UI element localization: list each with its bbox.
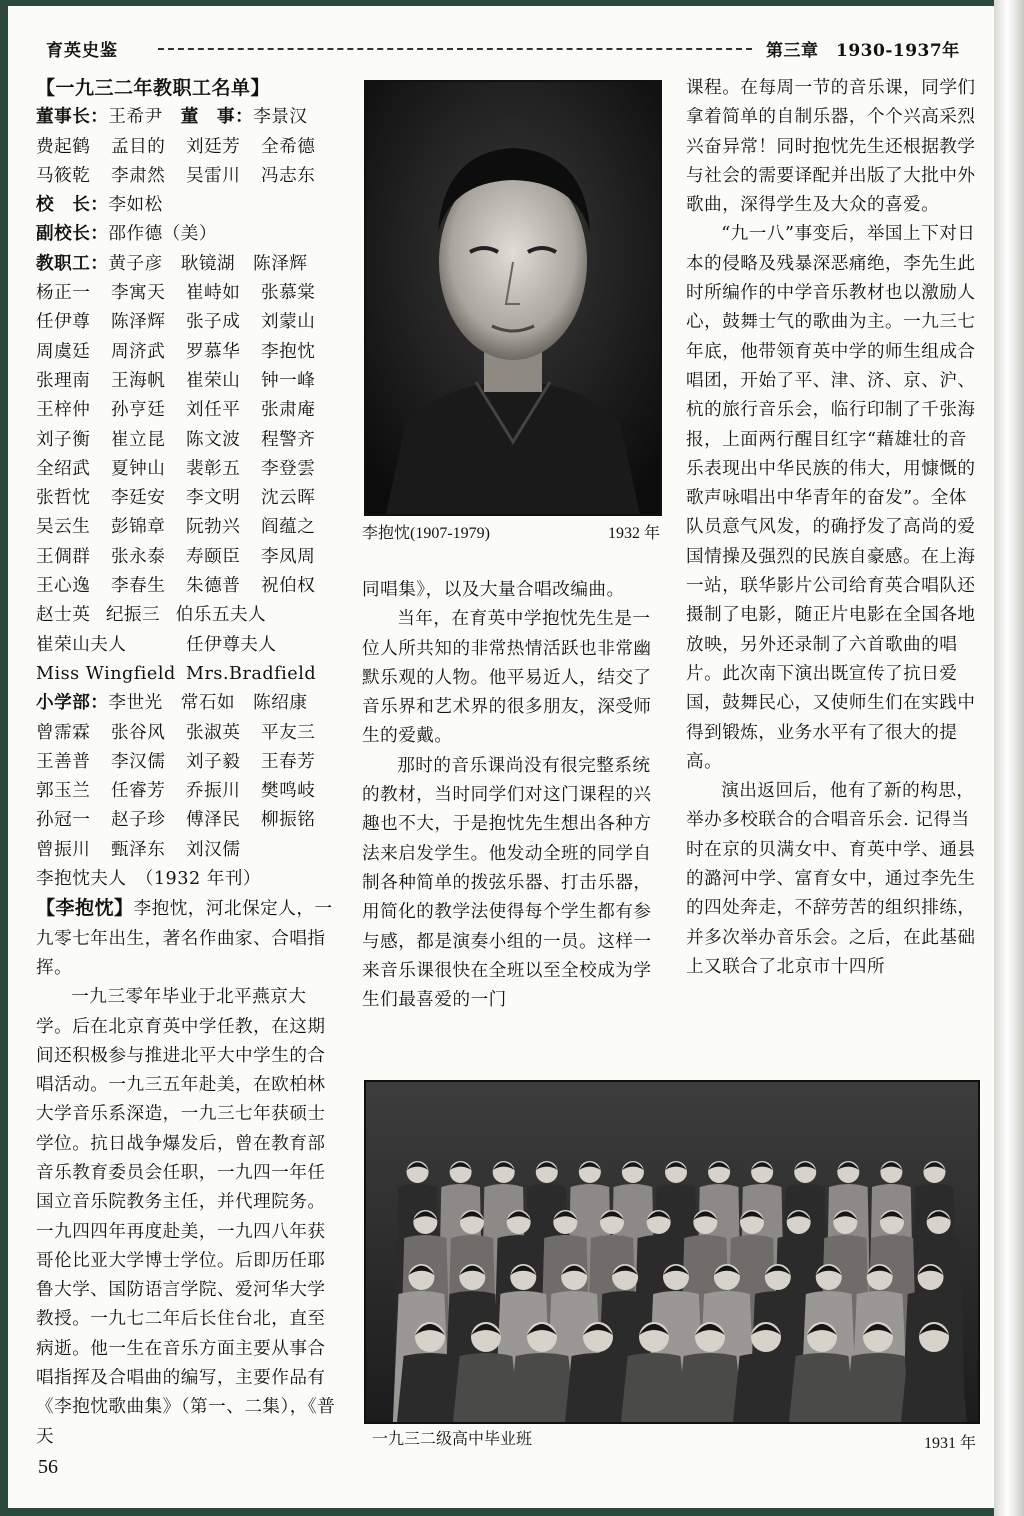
person-name: 费起鹤 [36, 136, 91, 157]
bio-paragraph: 一九三零年毕业于北平燕京大学。后在北京育英中学任教，在这期间还积极参与推进北平大中学生的合唱活动。一九三五年赴美，在欧柏林大学音乐系深造，一九三七年获硕士学位。抗日战争爆发后，曾在教育部音乐教育委员会任职，一九四一年任国立音乐院教务主任，并代理院务。一九四四年再度赴美，一九四八年获哥伦比亚大学博士学位。后即历任耶鲁大学、国防语言学院、爱河华大学教授。一九七二年后长住台北，直至病逝。他一生在音乐方面主要从事合唱指挥及合唱曲的编写，主要作品有《李抱忱歌曲集》（第一、二集），《普天 [36, 987, 336, 1447]
person-name: 赵子珍 [111, 810, 166, 831]
person-name: 孙亨廷 [111, 400, 166, 421]
staff-first-line: 教职工：黄子彦 耿镜湖 陈泽辉 [36, 253, 308, 274]
person-name: 樊鸣岐 [261, 781, 316, 802]
portrait-caption [362, 520, 660, 543]
person-name: 曾振川 [36, 839, 91, 860]
primary-first-line: 小学部：李世光 常石如 陈绍康 [36, 693, 308, 714]
person-figure [789, 1353, 855, 1422]
person-name: 周虞廷 [36, 341, 91, 362]
person-name: Mrs.Bradfield [186, 663, 317, 684]
person-name: 张慕棠 [261, 283, 316, 304]
primary-school-list [36, 719, 336, 865]
person-name: 任睿芳 [111, 781, 166, 802]
person-name: 王善普 [36, 751, 91, 772]
person-name: 冯志东 [261, 165, 316, 186]
person-name: 寿颐臣 [186, 546, 241, 567]
column-middle [362, 576, 662, 1015]
bio-paragraph: “九一八”事变后，举国上下对日本的侵略及残暴深恶痛绝，李先生此时所编作的中学音乐教材也以激励人心，鼓舞士气的歌曲为主。一九三七年底，他带领育英中学的师生组成合唱团，开始了平、津、济、京、沪、杭的旅行音乐会，临行印制了千张海报，上面两行醒目红字“藉雄壮的音乐表现出中华民族的伟大，用慷慨的歌声咏唱出中华青年的奋发”。全体队员意气风发，的确抒发了高尚的爱国情操及强烈的民族自豪感。在上海一站，联华影片公司给育英合唱队还摄制了电影，随正片电影在全国各地放映，另外还录制了六首歌曲的唱片。此次南下演出既宣传了抗日爱国，鼓舞民心，又使师生们在实践中得到锻炼，业务水平有了很大的提高。 [686, 224, 976, 772]
portrait-caption-name: 李抱忱(1907-1979) [362, 525, 490, 542]
person-name: 李寓天 [111, 283, 166, 304]
person-figure [845, 1353, 911, 1422]
person-name: 张哲忱 [36, 488, 91, 509]
person-name: 夏钟山 [111, 458, 166, 479]
person-name: 崔立昆 [111, 429, 166, 450]
directors-list [36, 133, 336, 192]
bio-paragraph: 那时的音乐课尚没有很完整系统的教材，当时同学们对这门课程的兴趣也不大，于是抱忱先生想出各种方法来启发学生。他发动全班的同学自制各种简单的拨弦乐器、打击乐器，用简化的教学法使得每个学生都有参与感，都是演奏小组的一员。这样一来音乐课很快在全班以至全校成为学生们最喜爱的一门 [362, 755, 652, 1011]
person-name: 张永泰 [111, 546, 166, 567]
class-photo-image [366, 1082, 978, 1422]
person-name: 周济武 [111, 341, 166, 362]
person-figure [677, 1353, 743, 1422]
person-name: 崔荣山夫人 [36, 634, 127, 655]
person-name: 阎蕴之 [261, 517, 316, 538]
person-name: 李凤周 [261, 546, 316, 567]
person-name: 刘廷芳 [186, 136, 241, 157]
bio-paragraph: 当年，在育英中学抱忱先生是一位人所共知的非常热情活跃也非常幽默乐观的人物。他平易近人，结交了音乐界和艺术界的很多朋友，深受师生的爱戴。 [362, 609, 652, 747]
person-name: 刘子毅 [186, 751, 241, 772]
person-name: 张谷风 [111, 722, 166, 743]
person-name: 郭玉兰 [36, 781, 91, 802]
person-name: 刘任平 [186, 400, 241, 421]
staff-row [36, 338, 336, 367]
staff-pairs [36, 631, 336, 690]
person-name: 全希德 [261, 136, 316, 157]
person-name: 全绍武 [36, 458, 91, 479]
portrait-image [366, 82, 660, 514]
column-left [36, 74, 336, 1452]
person-figure [621, 1353, 687, 1422]
primary-row [36, 719, 336, 748]
person-figure [397, 1353, 463, 1422]
primary-row [36, 806, 336, 835]
staff-pair-row [36, 631, 336, 660]
class-photo [364, 1080, 980, 1424]
person-name: 刘汉儒 [186, 839, 241, 860]
person-name [266, 601, 336, 630]
person-figure [453, 1353, 519, 1422]
person-name: 张子成 [186, 312, 241, 333]
person-name: 李汉儒 [111, 751, 166, 772]
person-name: 纪振三 [105, 605, 161, 626]
primary-row [36, 748, 336, 777]
person-name: 朱德普 [186, 576, 241, 597]
staff-pair-row [36, 660, 336, 689]
person-name: 崔峙如 [186, 283, 241, 304]
person-name: 阮勃兴 [186, 517, 241, 538]
person-figure [733, 1353, 799, 1422]
staff-row [36, 572, 336, 601]
staff-row [36, 426, 336, 455]
person-name: 吴雷川 [186, 165, 241, 186]
person-name: 钟一峰 [261, 370, 316, 391]
person-name: 彭锦章 [111, 517, 166, 538]
person-name: 任伊尊 [36, 312, 91, 333]
bio-lead: 【李抱忱】李抱忱，河北保定人，一九零七年出生，著名作曲家、合唱指挥。 [36, 897, 333, 978]
vice-principal-line: 副校长：邵作德（美） [36, 224, 217, 245]
person-name: 刘蒙山 [261, 312, 316, 333]
person-name: 柳振铭 [261, 810, 316, 831]
directors-row [36, 133, 336, 162]
person-name: 王心逸 [36, 576, 91, 597]
bio-paragraph: 课程。在每周一节的音乐课，同学们拿着简单的自制乐器，个个兴高采烈兴奋异常！同时抱忱先生还根据教学与社会的需要译配并出版了大批中外歌曲，深得学生及大众的喜爱。 [686, 78, 976, 216]
bio-heading: 【李抱忱】 [36, 897, 134, 920]
staff-row [36, 308, 336, 337]
person-name: 崔荣山 [186, 370, 241, 391]
person-name: 李肃然 [111, 165, 166, 186]
running-header-book-title: 育英史鉴 [46, 41, 118, 61]
person-name: Miss Wingfield [36, 663, 176, 684]
person-name: 祝伯权 [261, 576, 316, 597]
running-header-chapter: 第三章 1930-1937年 [766, 41, 960, 61]
person-figure [901, 1353, 967, 1422]
principal-line: 校 长：李如松 [36, 195, 163, 216]
page-edge [994, 0, 1024, 1516]
person-name: 陈文波 [186, 429, 241, 450]
person-name: 张理南 [36, 370, 91, 391]
staff-row [36, 484, 336, 513]
person-name: 张肃庵 [261, 400, 316, 421]
person-name [261, 836, 336, 865]
person-name: 甄泽东 [111, 839, 166, 860]
person-name: 李抱忱 [261, 341, 316, 362]
portrait-caption-year: 1932 年 [607, 525, 660, 542]
person-figure [565, 1353, 631, 1422]
staff-list-title: 【一九三二年教职工名单】 [36, 77, 271, 99]
person-name: 沈云晖 [261, 488, 316, 509]
chairman-line: 董事长：王希尹 董 事：李景汉 [36, 107, 308, 128]
staff-row [36, 601, 336, 630]
person-name: 平友三 [261, 722, 316, 743]
staff-row [36, 455, 336, 484]
staff-row [36, 367, 336, 396]
primary-row [36, 836, 336, 865]
staff-row [36, 396, 336, 425]
bio-paragraph: 同唱集》，以及大量合唱改编曲。 [362, 580, 625, 600]
person-name: 张淑英 [186, 722, 241, 743]
person-name: 王梓仲 [36, 400, 91, 421]
directors-row [36, 162, 336, 191]
staff-row [36, 543, 336, 572]
class-photo-caption: 一九三二级高中毕业班 [372, 1429, 533, 1448]
header-dashed-rule [158, 48, 752, 50]
person-name: 孟目的 [111, 136, 166, 157]
person-name: 王海帆 [111, 370, 166, 391]
person-name: 刘子衡 [36, 429, 91, 450]
person-name: 李登雲 [261, 458, 316, 479]
person-name: 傅泽民 [186, 810, 241, 831]
person-name: 杨正一 [36, 283, 91, 304]
person-name: 李文明 [186, 488, 241, 509]
person-name: 任伊尊夫人 [186, 634, 277, 655]
person-name: 裴彰五 [186, 458, 241, 479]
staff-row [36, 279, 336, 308]
staff-row [36, 513, 336, 542]
primary-row [36, 777, 336, 806]
person-name: 曾霈霖 [36, 722, 91, 743]
page-number: 56 [38, 1456, 58, 1478]
person-name: 陈泽辉 [111, 312, 166, 333]
person-figure [509, 1353, 575, 1422]
person-name: 罗慕华 [186, 341, 241, 362]
staff-list [36, 279, 336, 631]
person-name: 王倜群 [36, 546, 91, 567]
person-name: 王春芳 [261, 751, 316, 772]
person-name: 李廷安 [111, 488, 166, 509]
portrait-photo [364, 80, 662, 516]
person-name: 赵士英 [36, 605, 91, 626]
person-name: 吴云生 [36, 517, 91, 538]
staff-list-source: 李抱忱夫人 （1932 年刊） [36, 869, 262, 890]
person-name: 李春生 [111, 576, 166, 597]
class-photo-year: 1931 年 [924, 1435, 977, 1452]
person-name: 乔振川 [186, 781, 241, 802]
bio-paragraph: 演出返回后，他有了新的构思，举办多校联合的合唱音乐会. 记得当时在京的贝满女中、育英中学、通县的潞河中学、富育女中，通过李先生的四处奔走，不辞劳苦的组织排练，并多次举办音乐会。之后，在此基础上又联合了北京市十四所 [686, 781, 976, 977]
column-right [686, 74, 976, 982]
person-name: 马筱乾 [36, 165, 91, 186]
person-name: 程警齐 [261, 429, 316, 450]
person-name: 伯乐五夫人 [175, 605, 267, 626]
person-name: 孙冠一 [36, 810, 91, 831]
